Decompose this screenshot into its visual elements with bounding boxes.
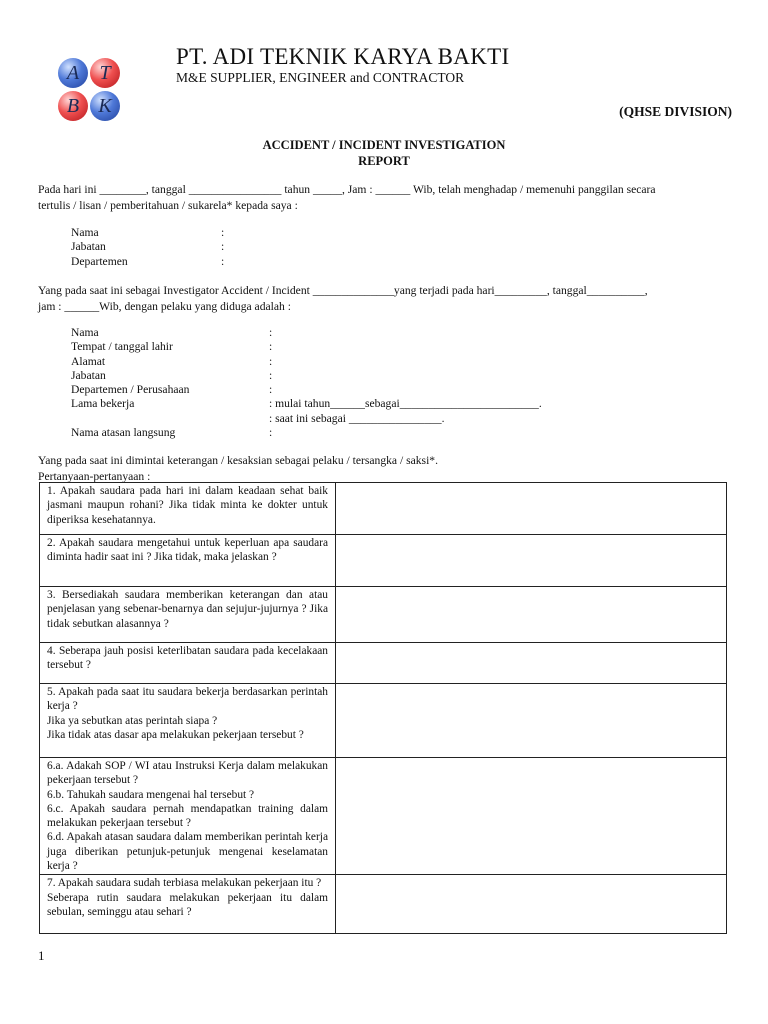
field-value: : mulai tahun______sebagai________________________. <box>269 397 542 411</box>
statement-line-2: jam : ______Wib, dengan pelaku yang diduga adalah : <box>38 300 291 313</box>
table-row <box>40 875 727 934</box>
division-label: (QHSE DIVISION) <box>619 104 732 119</box>
field-row <box>71 412 731 426</box>
field-value: : <box>269 340 273 354</box>
table-row <box>40 643 727 684</box>
answer-cell[interactable] <box>336 535 727 587</box>
company-tagline: M&E SUPPLIER, ENGINEER and CONTRACTOR <box>176 70 465 85</box>
question-cell <box>40 535 336 587</box>
field-row <box>71 254 225 269</box>
field-label: Nama <box>71 326 99 339</box>
investigator-fields <box>71 226 225 269</box>
question-text: 3. Bersediakah saudara memberikan keterangan dan atau penjelasan yang sebenar-benarnya dan sejujur-jujurnya ? Jika tidak sebutkan alasannya ? <box>47 589 328 630</box>
field-value: : <box>269 426 273 440</box>
answer-cell[interactable] <box>336 758 727 875</box>
question-text: 2. Apakah saudara mengetahui untuk keperluan apa saudara diminta hadir saat ini ? Jika tidak, maka jelaskan ? <box>47 537 328 564</box>
closing-line-1: Yang pada saat ini dimintai keterangan / kesaksian sebagai pelaku / tersangka / saksi*. <box>38 454 438 467</box>
field-label: Alamat <box>71 354 106 368</box>
page-number: 1 <box>38 948 45 963</box>
table-row <box>40 535 727 587</box>
logo-ball-a: A <box>58 58 88 88</box>
company-name: PT. ADI TEKNIK KARYA BAKTI <box>176 44 510 69</box>
answer-cell[interactable] <box>336 643 727 684</box>
field-label: Nama atasan langsung <box>71 426 176 440</box>
question-text: 6.b. Tahukah saudara mengenai hal tersebut ? <box>47 788 255 801</box>
logo-ball-t: T <box>90 58 120 88</box>
report-title-line2: REPORT <box>358 154 410 168</box>
question-cell <box>40 483 336 535</box>
field-value: : <box>269 326 273 339</box>
intro-line-2: tertulis / lisan / pemberitahuan / sukarela* kepada saya : <box>38 199 298 212</box>
question-cell <box>40 875 336 934</box>
field-row <box>71 383 731 397</box>
field-row <box>71 326 731 340</box>
answer-cell[interactable] <box>336 587 727 643</box>
question-text: 6.d. Apakah atasan saudara dalam memberikan perintah kerja juga diberikan petunjuk-petunjuk mengenai keselamatan kerja ? <box>47 831 328 873</box>
answer-cell[interactable] <box>336 483 727 535</box>
company-logo <box>56 58 122 122</box>
field-label: Nama <box>71 226 99 239</box>
field-row <box>71 240 225 254</box>
field-label: Departemen / Perusahaan <box>71 383 190 397</box>
statement-line-1: Yang pada saat ini sebagai Investigator Accident / Incident ______________yang terjadi pada hari_________, tanggal__________, <box>38 284 648 297</box>
intro-paragraph <box>38 182 732 214</box>
field-row <box>71 369 731 383</box>
table-row <box>40 587 727 643</box>
field-row <box>71 426 731 440</box>
field-label: Departemen <box>71 254 128 268</box>
question-cell <box>40 587 336 643</box>
question-text: Jika tidak atas dasar apa melakukan pekerjaan tersebut ? <box>47 728 304 741</box>
field-value: : <box>269 354 273 368</box>
field-label: Tempat / tanggal lahir <box>71 340 173 354</box>
field-value: : <box>269 383 273 397</box>
question-text: Jika ya sebutkan atas perintah siapa ? <box>47 714 218 727</box>
question-text: 5. Apakah pada saat itu saudara bekerja berdasarkan perintah kerja ? <box>47 686 328 713</box>
question-text: 4. Seberapa jauh posisi keterlibatan saudara pada kecelakaan tersebut ? <box>47 645 328 672</box>
question-cell <box>40 684 336 758</box>
field-separator: : <box>221 240 225 254</box>
statement-paragraph <box>38 283 732 315</box>
closing-paragraph <box>38 453 732 485</box>
subject-fields <box>71 326 731 440</box>
field-row <box>71 397 731 411</box>
field-label: Jabatan <box>71 240 106 254</box>
field-row <box>71 226 225 240</box>
field-value: : <box>269 368 273 382</box>
answer-cell[interactable] <box>336 684 727 758</box>
table-row <box>40 483 727 535</box>
question-cell <box>40 643 336 684</box>
question-text: 6.a. Adakah SOP / WI atau Instruksi Kerja dalam melakukan pekerjaan tersebut ? <box>47 760 328 787</box>
table-row <box>40 684 727 758</box>
questions-table <box>39 482 727 934</box>
question-text: 7. Apakah saudara sudah terbiasa melakukan pekerjaan itu ? <box>47 877 322 890</box>
closing-line-2: Pertanyaan-pertanyaan : <box>38 470 151 483</box>
field-separator: : <box>221 226 225 239</box>
field-value: : saat ini sebagai ________________. <box>269 411 445 425</box>
answer-cell[interactable] <box>336 875 727 934</box>
field-label: Jabatan <box>71 368 106 382</box>
field-row <box>71 355 731 369</box>
question-text: 6.c. Apakah saudara pernah mendapatkan training dalam melakukan pekerjaan tersebut ? <box>47 802 328 830</box>
logo-ball-k: K <box>90 91 120 121</box>
report-title-line1: ACCIDENT / INCIDENT INVESTIGATION <box>262 138 506 152</box>
field-row <box>71 340 731 354</box>
field-separator: : <box>221 254 225 268</box>
question-cell <box>40 758 336 875</box>
logo-ball-b: B <box>58 91 88 121</box>
field-label: Lama bekerja <box>71 397 135 411</box>
question-text: Seberapa rutin saudara melakukan pekerjaan itu dalam sebulan, seminggu atau sehari ? <box>47 891 328 918</box>
table-row <box>40 758 727 875</box>
intro-line-1: Pada hari ini ________, tanggal ________________ tahun _____, Jam : ______ Wib, telah menghadap / memenuhi panggilan secara <box>38 183 656 196</box>
question-text: 1. Apakah saudara pada hari ini dalam keadaan sehat baik jasmani maupun rohani? Jika tidak minta ke dokter untuk diperiksa kesehatannya. <box>47 485 328 526</box>
